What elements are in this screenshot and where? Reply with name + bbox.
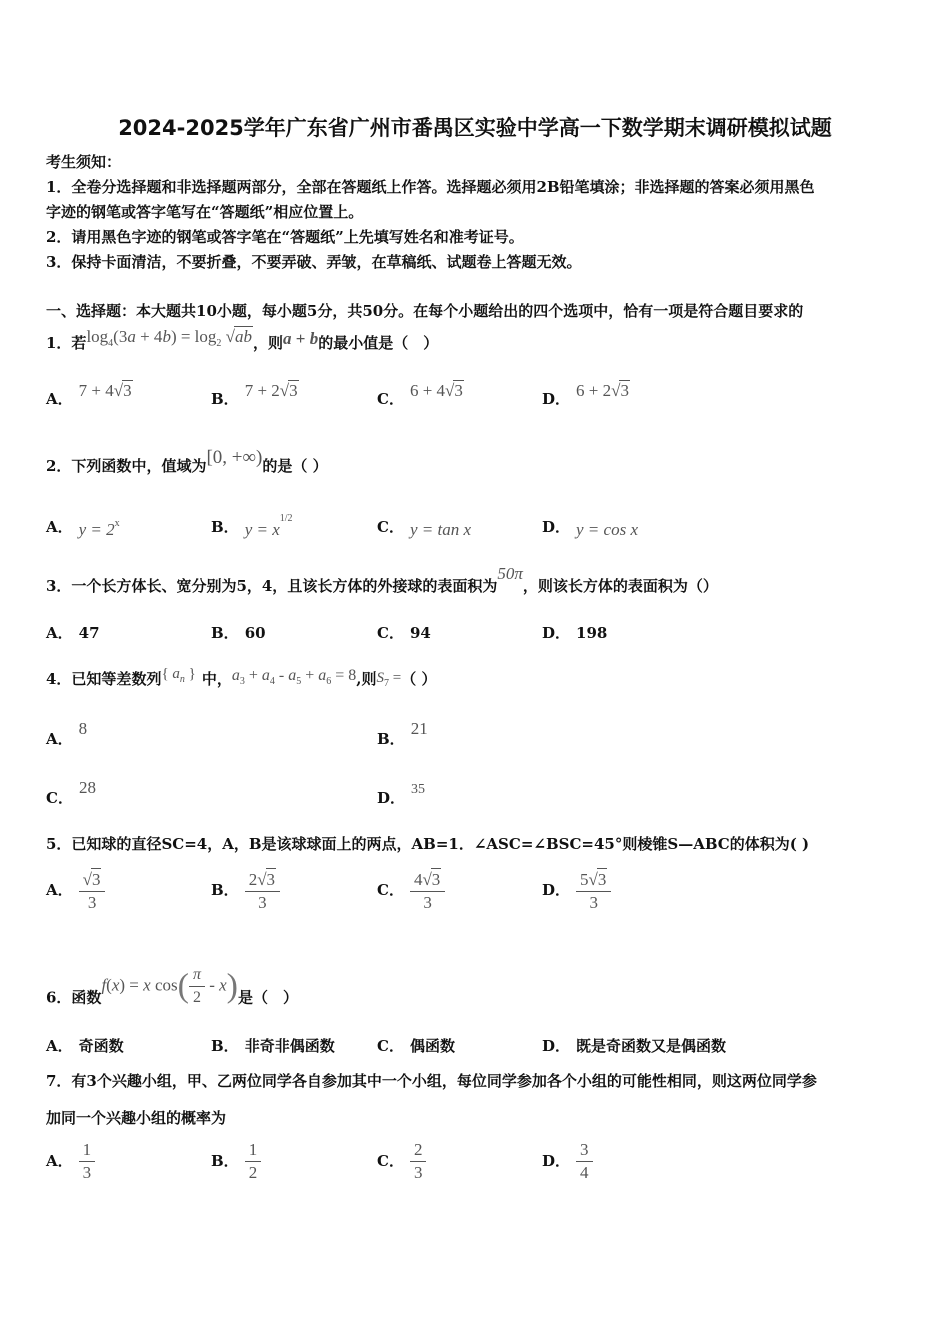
q7-option-b-letter: B．	[211, 1151, 239, 1170]
q3-option-b-letter: B．	[211, 624, 239, 642]
q5-option-b-fraction: $\frac{2√3}{3}$	[245, 868, 280, 914]
q4-option-a[interactable]	[46, 719, 88, 749]
q5-option-d-fraction: $\frac{5√3}{3}$	[576, 868, 611, 914]
q6-option-b-value: 非奇非偶函数	[244, 1037, 335, 1055]
q6-stem: 6．函数	[46, 988, 102, 1007]
q6-math-function: f(x) = x cos( $\frac{\pi}{2}$ - x)	[101, 966, 238, 1006]
q4-math-s7: $S_7$ =	[376, 670, 402, 689]
question-3	[46, 564, 718, 596]
q3-option-c-value: 94	[409, 624, 431, 642]
q4-mid2: ,则	[356, 670, 377, 688]
q6-option-b[interactable]	[211, 1035, 335, 1056]
q3-option-c[interactable]	[377, 622, 431, 643]
q1-mid: ，则	[253, 334, 284, 352]
q3-tail: ，则该长方体的表面积为（）	[522, 577, 718, 595]
q6-option-c-value: 偶函数	[409, 1037, 455, 1055]
question-1	[46, 327, 439, 353]
question-2	[46, 447, 328, 477]
q1-option-c-letter: C．	[377, 390, 404, 408]
q3-math-area: 50π	[497, 564, 523, 583]
q1-option-b[interactable]	[211, 381, 299, 409]
q1-option-c-value: 6 + 4√3	[409, 381, 463, 400]
q7-option-a-letter: A．	[46, 1151, 73, 1170]
q1-option-b-letter: B．	[211, 390, 239, 408]
q5-option-a[interactable]	[46, 868, 105, 914]
q2-option-c-value: y = tan x	[409, 520, 471, 539]
q1-option-a[interactable]	[46, 381, 133, 409]
q4-option-b-value: 21	[410, 719, 428, 738]
q6-option-d-letter: D．	[542, 1037, 571, 1055]
page-title: 2024-2025学年广东省广州市番禺区实验中学高一下数学期末调研模拟试题	[118, 116, 832, 140]
notice-item-1: 1．全卷分选择题和非选择题两部分，全部在答题纸上作答。选择题必须用2B铅笔填涂；非选择题的答案必须用黑色	[46, 178, 815, 196]
q6-option-c-letter: C．	[377, 1037, 404, 1055]
q5-option-b-letter: B．	[211, 881, 239, 899]
q1-option-a-letter: A．	[46, 390, 73, 408]
q2-option-d-letter: D．	[542, 518, 571, 536]
q7-option-d-letter: D．	[542, 1151, 571, 1170]
q5-option-a-fraction: $\frac{√3}{3}$	[79, 868, 106, 914]
q3-option-d-value: 198	[576, 624, 608, 642]
question-4	[46, 668, 436, 689]
q1-math-sum: a + b	[283, 329, 319, 348]
q3-option-a[interactable]	[46, 622, 100, 643]
q4-option-b[interactable]	[377, 719, 428, 749]
q7-option-b[interactable]	[211, 1139, 261, 1184]
question-7-line-1: 7．有3个兴趣小组，甲、乙两位同学各自参加其中一个小组，每位同学参加各个小组的可能性相同，则这两位同学参	[46, 1072, 817, 1090]
q2-option-d-value: y = cos x	[576, 520, 638, 539]
q3-option-b[interactable]	[211, 622, 266, 643]
section-heading: 一、选择题：本大题共10小题，每小题5分，共50分。在每个小题给出的四个选项中，恰有一项是符合题目要求的	[46, 302, 804, 320]
q4-option-a-letter: A．	[46, 730, 73, 748]
q6-option-d[interactable]	[542, 1035, 726, 1056]
q7-option-c-letter: C．	[377, 1151, 404, 1170]
q2-option-b[interactable]	[211, 513, 293, 539]
q1-option-a-value: 7 + 4√3	[78, 381, 132, 400]
q7-option-d-fraction: $\frac{3}{4}$	[576, 1139, 593, 1184]
q6-option-d-value: 既是奇函数又是偶函数	[576, 1037, 727, 1055]
q7-option-c-fraction: $\frac{2}{3}$	[410, 1139, 427, 1184]
q2-option-a[interactable]	[46, 516, 120, 537]
q2-option-d[interactable]	[542, 516, 638, 537]
question-6	[46, 966, 299, 1021]
q4-option-c[interactable]	[46, 778, 96, 808]
q1-option-c[interactable]	[377, 381, 464, 409]
q6-option-b-letter: B．	[211, 1037, 239, 1055]
q4-option-c-letter: C．	[46, 789, 73, 807]
q4-option-d-letter: D．	[377, 789, 406, 807]
q5-option-d[interactable]	[542, 868, 611, 914]
q1-option-b-value: 7 + 2√3	[244, 381, 298, 400]
q6-tail: 是（ ）	[238, 988, 299, 1007]
q4-stem: 4．已知等差数列	[46, 670, 162, 688]
q3-option-b-value: 60	[244, 624, 266, 642]
q5-option-c-letter: C．	[377, 881, 404, 899]
q5-option-a-letter: A．	[46, 881, 73, 899]
q2-option-c[interactable]	[377, 516, 471, 537]
question-7-line-2: 加同一个兴趣小组的概率为	[46, 1109, 227, 1127]
q1-option-d-value: 6 + 2√3	[576, 381, 629, 400]
q4-option-a-value: 8	[78, 719, 88, 738]
q2-tail: 的是（ ）	[262, 457, 328, 475]
q3-option-d[interactable]	[542, 622, 607, 643]
notice-item-1-cont: 字迹的钢笔或答字笔写在“答题纸”相应位置上。	[46, 203, 364, 221]
q7-option-c[interactable]	[377, 1139, 426, 1184]
q5-option-c-fraction: $\frac{4√3}{3}$	[410, 868, 445, 914]
q6-option-a[interactable]	[46, 1035, 124, 1056]
q6-option-c[interactable]	[377, 1035, 455, 1056]
q4-math-equation: $a_3 + a_4 - a_5 + a_6 = 8$	[231, 667, 357, 687]
q2-stem: 2．下列函数中，值域为	[46, 457, 207, 475]
q6-option-a-value: 奇函数	[78, 1037, 124, 1055]
q5-option-d-letter: D．	[542, 881, 571, 899]
q3-option-a-letter: A．	[46, 624, 73, 642]
q4-math-sequence: { $a_n$ }	[161, 666, 196, 685]
q4-option-c-value: 28	[78, 778, 96, 797]
q4-option-b-letter: B．	[377, 730, 405, 748]
q2-option-b-letter: B．	[211, 518, 239, 536]
q7-option-a[interactable]	[46, 1139, 95, 1184]
q2-option-b-value: $y = x^{1/2}$	[244, 513, 293, 539]
q7-option-a-fraction: $\frac{1}{3}$	[79, 1139, 96, 1184]
q2-math-range: [0, +∞)	[206, 447, 263, 468]
q1-tail: 的最小值是（ ）	[318, 334, 439, 352]
notice-heading: 考生须知：	[46, 153, 122, 171]
q3-stem: 3．一个长方体长、宽分别为5，4，且该长方体的外接球的表面积为	[46, 577, 498, 595]
q4-option-d[interactable]	[377, 782, 426, 808]
q1-option-d-letter: D．	[542, 390, 571, 408]
q4-option-d-value: 35	[411, 782, 426, 797]
q2-option-c-letter: C．	[377, 518, 404, 536]
q7-option-d[interactable]	[542, 1139, 593, 1184]
q3-option-a-value: 47	[78, 624, 100, 642]
notice-item-2: 2．请用黑色字迹的钢笔或答字笔在“答题纸”上先填写姓名和准考证号。	[46, 228, 524, 246]
q1-math-equation: $\log_4(3a + 4b) = \log_2 √ab$	[86, 327, 253, 349]
q5-option-b[interactable]	[211, 868, 280, 914]
q2-option-a-letter: A．	[46, 518, 73, 536]
q5-option-c[interactable]	[377, 868, 445, 914]
q1-option-d[interactable]	[542, 381, 630, 409]
q2-option-a-value: $y = 2^x$	[78, 518, 120, 539]
q6-option-a-letter: A．	[46, 1037, 73, 1055]
q3-option-d-letter: D．	[542, 624, 571, 642]
q4-tail: （ ）	[401, 670, 437, 688]
q3-option-c-letter: C．	[377, 624, 404, 642]
q1-stem: 1．若	[46, 334, 87, 352]
q7-option-b-fraction: $\frac{1}{2}$	[245, 1139, 262, 1184]
q4-mid: 中，	[201, 670, 232, 688]
question-5: 5．已知球的直径SC=4，A，B是该球球面上的两点，AB=1．∠ASC=∠BSC=45°则棱锥S—ABC的体积为( )	[46, 835, 810, 853]
notice-item-3: 3．保持卡面清洁，不要折叠，不要弄破、弄皱，在草稿纸、试题卷上答题无效。	[46, 253, 582, 271]
